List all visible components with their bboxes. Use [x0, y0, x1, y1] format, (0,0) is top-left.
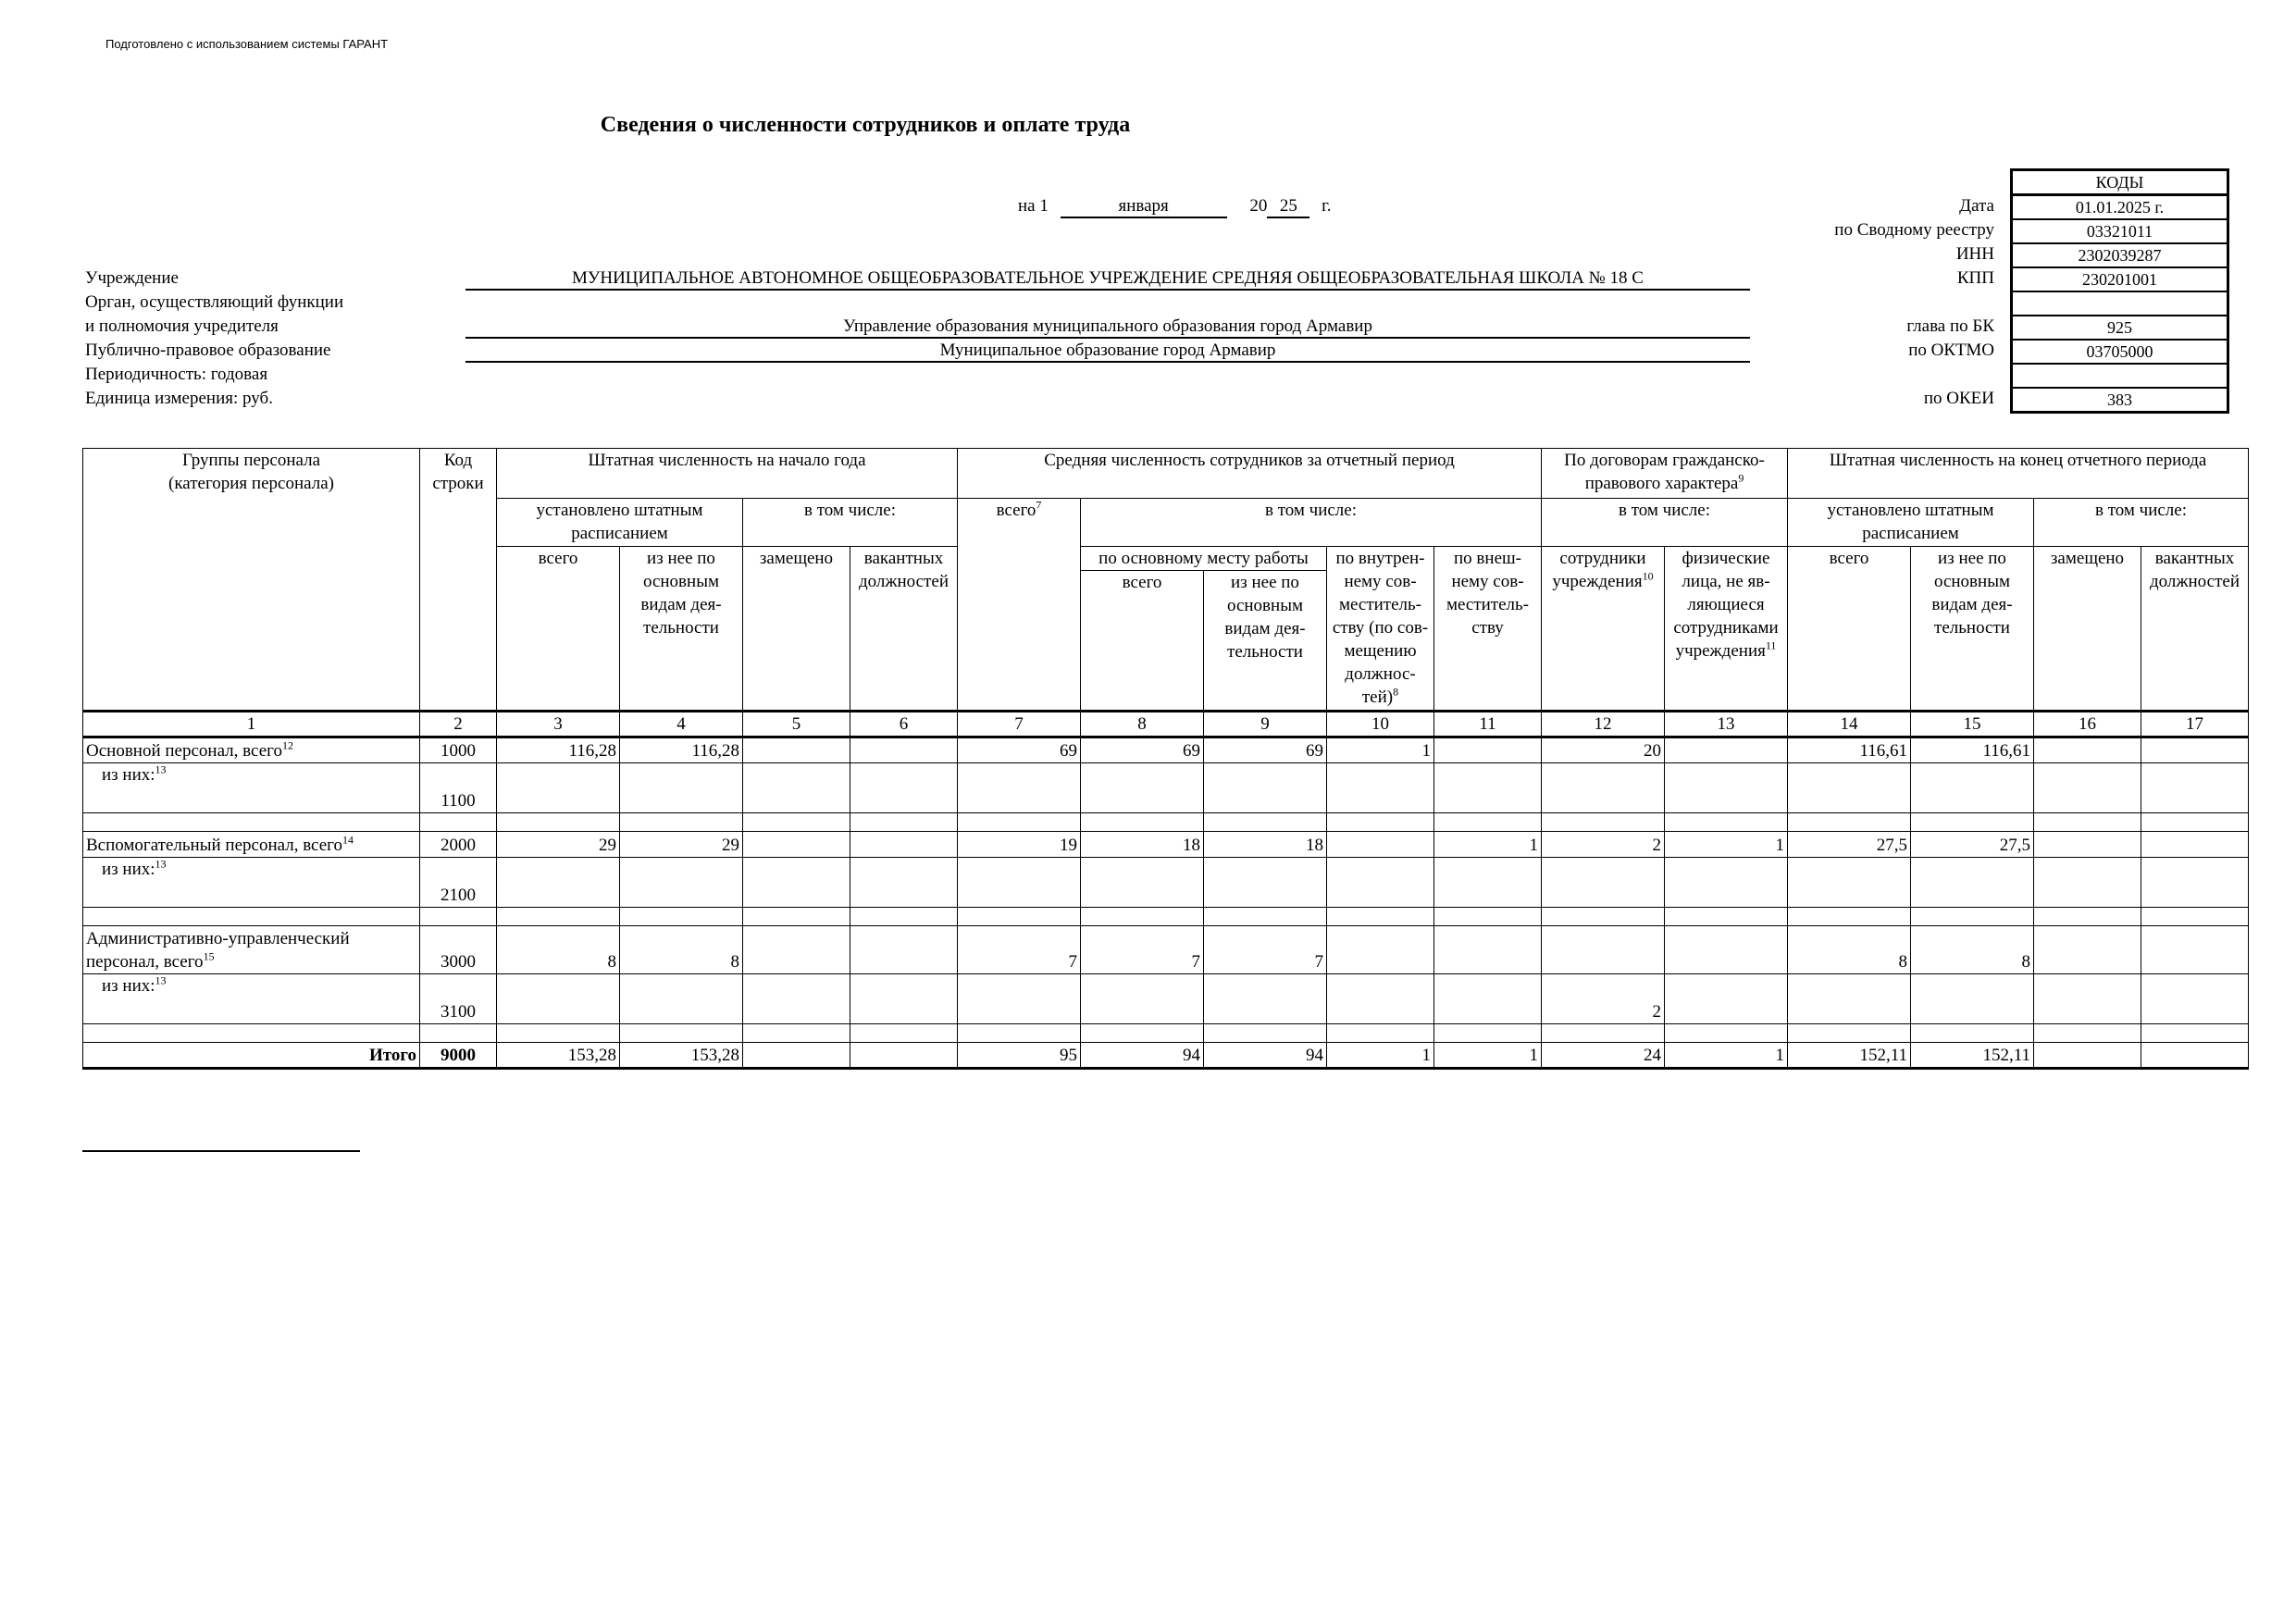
- cell: [2141, 926, 2249, 974]
- cell: 2: [1542, 832, 1665, 858]
- total-cell: 94: [1081, 1043, 1204, 1069]
- cell: 7: [1204, 926, 1327, 974]
- cell: [743, 832, 850, 858]
- codes-label-date: Дата: [1959, 196, 1994, 216]
- cell: 1: [1665, 832, 1788, 858]
- cell: 20: [1542, 737, 1665, 763]
- total-cell: [743, 1043, 850, 1069]
- cell: 2: [1542, 974, 1665, 1024]
- total-cell: 1: [1665, 1043, 1788, 1069]
- cell: [958, 974, 1081, 1024]
- row-label: из них:$^{13}$: [83, 858, 420, 908]
- row-label: Основной персонал, всего$^{12}$: [83, 737, 420, 763]
- cell: [497, 763, 620, 813]
- date-suffix: г.: [1322, 196, 1332, 216]
- cell: [2034, 832, 2141, 858]
- cell: [850, 832, 958, 858]
- codes-box: [2010, 168, 2229, 414]
- cell: [850, 763, 958, 813]
- cell: [620, 858, 743, 908]
- h-main-15: из нее по основным видам дея-тельности: [1911, 547, 2034, 712]
- cell: [1665, 926, 1788, 974]
- h-established-end: установлено штатным расписанием: [1788, 499, 2034, 547]
- code-oktmo: 03705000: [2013, 341, 2227, 365]
- cell: [2141, 737, 2249, 763]
- organ-value: Управление образования муниципального образования город Армавир: [465, 316, 1750, 339]
- cell: 8: [497, 926, 620, 974]
- date-year-prefix: 20: [1249, 196, 1268, 216]
- cell: 8: [1911, 926, 2034, 974]
- h-gph: По договорам гражданско-правового характера$^9$: [1542, 449, 1788, 499]
- row-code: 2100: [420, 858, 497, 908]
- total-cell: 24: [1542, 1043, 1665, 1069]
- cell: [743, 763, 850, 813]
- cell: [1434, 926, 1542, 974]
- cell: [497, 974, 620, 1024]
- cell: [743, 926, 850, 974]
- cell: 8: [1788, 926, 1911, 974]
- cell: [1542, 763, 1665, 813]
- footnote-rule: [82, 1150, 360, 1152]
- h-internal-10: по внутрен-нему сов-меститель-ству (по сов-мещению должнос-тей)$^8$: [1327, 547, 1434, 712]
- cell: 116,28: [620, 737, 743, 763]
- codes-label-okei: по ОКЕИ: [1923, 389, 1994, 408]
- cell: [1911, 858, 2034, 908]
- code-okei: 383: [2013, 389, 2227, 414]
- code-empty-1: [2013, 292, 2227, 316]
- cell: [2034, 763, 2141, 813]
- h-established-start: установлено штатным расписанием: [497, 499, 743, 547]
- cell: 116,28: [497, 737, 620, 763]
- table-row: [83, 926, 2249, 974]
- codes-label-bk: глава по БК: [1906, 316, 1994, 336]
- h-filled-5: замещено: [743, 547, 850, 712]
- total-cell: 1: [1434, 1043, 1542, 1069]
- cell: [958, 763, 1081, 813]
- row-label: из них:$^{13}$: [83, 974, 420, 1024]
- cell: 69: [1081, 737, 1204, 763]
- row-code: 1000: [420, 737, 497, 763]
- cell: 7: [958, 926, 1081, 974]
- cell: [1542, 926, 1665, 974]
- h-groups: Группы персонала (категория персонала): [83, 449, 420, 712]
- period-label: Периодичность: годовая: [85, 365, 268, 384]
- cell: [850, 926, 958, 974]
- spacer-row: [83, 813, 2249, 832]
- cell: [2141, 858, 2249, 908]
- cell: 18: [1204, 832, 1327, 858]
- h-filled-16: замещено: [2034, 547, 2141, 712]
- code-inn: 2302039287: [2013, 244, 2227, 268]
- h-avg-total: всего$^7$: [958, 499, 1081, 712]
- cell: [1081, 974, 1204, 1024]
- cell: 69: [958, 737, 1081, 763]
- cell: 69: [1204, 737, 1327, 763]
- cell: [1788, 763, 1911, 813]
- h-code: Код строки: [420, 449, 497, 712]
- cell: [1434, 974, 1542, 1024]
- row-code: 1100: [420, 763, 497, 813]
- cell: [1542, 858, 1665, 908]
- codes-label-registry: по Сводному реестру: [1834, 220, 1994, 240]
- h-incl-gph: в том числе:: [1542, 499, 1788, 547]
- cell: [1204, 858, 1327, 908]
- total-row: [83, 1043, 2249, 1069]
- cell: [1204, 763, 1327, 813]
- cell: 8: [620, 926, 743, 974]
- cell: [958, 858, 1081, 908]
- codes-label-oktmo: по ОКТМО: [1908, 341, 1994, 360]
- row-code: 3000: [420, 926, 497, 974]
- code-bk: 925: [2013, 316, 2227, 341]
- cell: [850, 858, 958, 908]
- table-row: [83, 974, 2249, 1024]
- cell: [1665, 974, 1788, 1024]
- cell: [743, 858, 850, 908]
- cell: 1: [1327, 737, 1434, 763]
- cell: 19: [958, 832, 1081, 858]
- cell: [850, 974, 958, 1024]
- cell: [1665, 763, 1788, 813]
- total-cell: 94: [1204, 1043, 1327, 1069]
- cell: 27,5: [1911, 832, 2034, 858]
- ppo-label: Публично-правовое образование: [85, 341, 331, 360]
- table-row: [83, 858, 2249, 908]
- staff-table: [82, 448, 2249, 1070]
- spacer-row: [83, 1024, 2249, 1043]
- cell: [620, 974, 743, 1024]
- date-year: 25: [1267, 196, 1309, 218]
- column-numbers-row: 1 2 3 4 5 6 7 8 9 10 11 12 13 14 15 16 17: [83, 712, 2249, 737]
- cell: 29: [497, 832, 620, 858]
- h-incl-avg: в том числе:: [1081, 499, 1542, 547]
- row-label: из них:$^{13}$: [83, 763, 420, 813]
- institution-label: Учреждение: [85, 268, 179, 288]
- cell: 7: [1081, 926, 1204, 974]
- row-code: 3100: [420, 974, 497, 1024]
- table-row: [83, 737, 2249, 763]
- cell: [1911, 763, 2034, 813]
- cell: [1434, 737, 1542, 763]
- cell: 116,61: [1911, 737, 2034, 763]
- total-label: Итого: [83, 1043, 420, 1069]
- cell: [1327, 974, 1434, 1024]
- date-month: января: [1061, 196, 1227, 218]
- total-code: 9000: [420, 1043, 497, 1069]
- h-external-11: по внеш-нему сов-меститель-ству: [1434, 547, 1542, 712]
- h-incl-start: в том числе:: [743, 499, 958, 547]
- cell: [620, 763, 743, 813]
- cell: [497, 858, 620, 908]
- codes-label-kpp: КПП: [1956, 268, 1994, 288]
- cell: [1434, 763, 1542, 813]
- cell: [1327, 832, 1434, 858]
- organ-label-1: Орган, осуществляющий функции: [85, 292, 344, 312]
- cell: 116,61: [1788, 737, 1911, 763]
- cell: [2034, 926, 2141, 974]
- h-vacant-6: вакантных должностей: [850, 547, 958, 712]
- cell: [2141, 974, 2249, 1024]
- total-cell: [2141, 1043, 2249, 1069]
- h-nonemployees-13: физические лица, не яв-ляющиеся сотрудниками учреждения$^{11}$: [1665, 547, 1788, 712]
- cell: [850, 737, 958, 763]
- total-cell: [2034, 1043, 2141, 1069]
- row-label: Вспомогательный персонал, всего$^{14}$: [83, 832, 420, 858]
- cell: [1788, 858, 1911, 908]
- table-row: [83, 832, 2249, 858]
- cell: [743, 737, 850, 763]
- cell: [2034, 974, 2141, 1024]
- row-code: 2000: [420, 832, 497, 858]
- cell: [2034, 737, 2141, 763]
- cell: [1327, 763, 1434, 813]
- total-cell: 152,11: [1788, 1043, 1911, 1069]
- code-empty-2: [2013, 365, 2227, 389]
- unit-label: Единица измерения: руб.: [85, 389, 273, 408]
- cell: 29: [620, 832, 743, 858]
- total-cell: 1: [1327, 1043, 1434, 1069]
- table-row: [83, 763, 2249, 813]
- cell: [1081, 763, 1204, 813]
- cell: 1: [1434, 832, 1542, 858]
- cell: [1434, 858, 1542, 908]
- institution-value: МУНИЦИПАЛЬНОЕ АВТОНОМНОЕ ОБЩЕОБРАЗОВАТЕЛЬНОЕ УЧРЕЖДЕНИЕ СРЕДНЯЯ ОБЩЕОБРАЗОВАТЕЛЬНАЯ ШКОЛА № 18 С: [465, 268, 1750, 291]
- h-start: Штатная численность на начало года: [497, 449, 958, 499]
- total-cell: 153,28: [620, 1043, 743, 1069]
- cell: [1327, 926, 1434, 974]
- h-vsego-14: всего: [1788, 547, 1911, 712]
- cell: [743, 974, 850, 1024]
- code-date: 01.01.2025 г.: [2013, 195, 2227, 220]
- cell: [2034, 858, 2141, 908]
- h-avg: Средняя численность сотрудников за отчетный период: [958, 449, 1542, 499]
- cell: [1327, 858, 1434, 908]
- h-main-place: по основному месту работы всего из нее по основным видам дея-тельности: [1081, 547, 1327, 712]
- code-kpp: 230201001: [2013, 268, 2227, 292]
- h-vacant-17: вакантных должностей: [2141, 547, 2249, 712]
- cell: [1788, 974, 1911, 1024]
- total-cell: [850, 1043, 958, 1069]
- cell: [1204, 974, 1327, 1024]
- cell: [2141, 832, 2249, 858]
- code-registry: 03321011: [2013, 220, 2227, 244]
- total-cell: 95: [958, 1043, 1081, 1069]
- total-cell: 152,11: [1911, 1043, 2034, 1069]
- h-vsego-3: всего: [497, 547, 620, 712]
- organ-label-2: и полномочия учредителя: [85, 316, 279, 336]
- row-label: Административно-управленческий персонал, всего$^{15}$: [83, 926, 420, 974]
- total-cell: 153,28: [497, 1043, 620, 1069]
- h-employees-12: сотрудники учреждения$^{10}$: [1542, 547, 1665, 712]
- report-date-line: [1018, 196, 1332, 218]
- ppo-value: Муниципальное образование город Армавир: [465, 341, 1750, 363]
- document-title: Сведения о численности сотрудников и оплате труда: [600, 113, 1131, 137]
- cell: [1665, 858, 1788, 908]
- spacer-row: [83, 908, 2249, 926]
- cell: [1911, 974, 2034, 1024]
- cell: [1081, 858, 1204, 908]
- h-main-4: из нее по основным видам дея-тельности: [620, 547, 743, 712]
- cell: [1665, 737, 1788, 763]
- cell: [2141, 763, 2249, 813]
- h-end: Штатная численность на конец отчетного периода: [1788, 449, 2249, 499]
- date-prefix: на 1: [1018, 196, 1049, 216]
- codes-label-inn: ИНН: [1955, 244, 1994, 264]
- cell: 18: [1081, 832, 1204, 858]
- h-incl-end: в том числе:: [2034, 499, 2249, 547]
- codes-header: КОДЫ: [2013, 168, 2227, 195]
- cell: 27,5: [1788, 832, 1911, 858]
- garant-note: Подготовлено с использованием системы ГАРАНТ: [105, 37, 389, 51]
